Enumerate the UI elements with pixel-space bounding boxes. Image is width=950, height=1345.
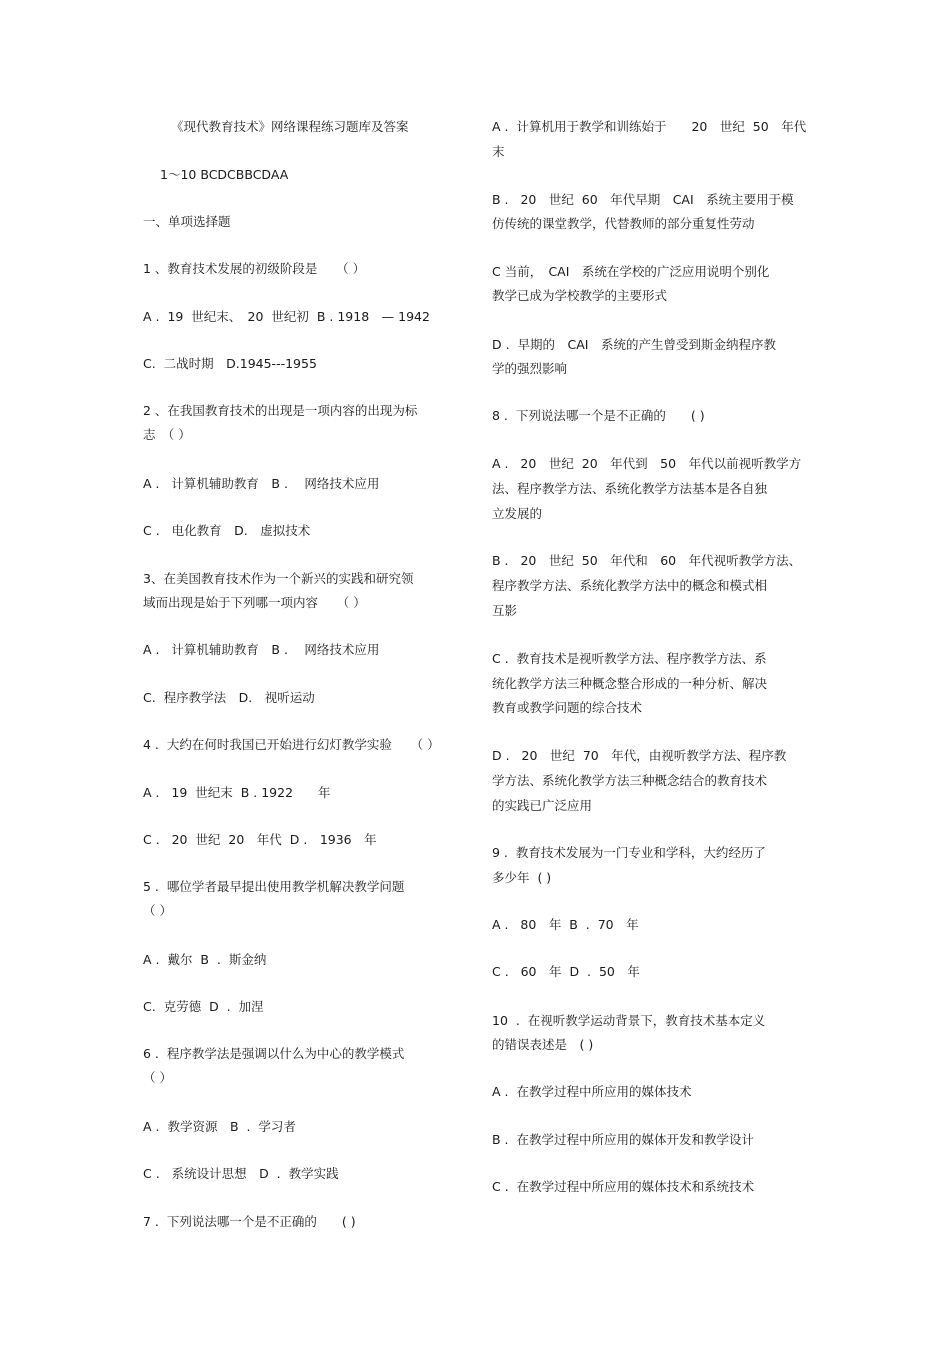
question-8-option-d-line-1: D . 20 世纪 70 年代，由视听教学方法、程序教 xyxy=(492,748,787,763)
question-8-option-c-line-2: 统化教学方法三种概念整合形成的一种分析、解决 xyxy=(492,676,768,691)
question-10-option-c: C . 在教学过程中所应用的媒体技术和系统技术 xyxy=(492,1179,755,1194)
question-5-line-2: （ ） xyxy=(143,903,172,918)
question-2-options-cd: C . 电化教育 D. 虚拟技术 xyxy=(143,523,311,538)
question-8-option-d-line-2: 学方法、系统化教学方法三种概念结合的教育技术 xyxy=(492,773,768,788)
question-1: 1 、教育技术发展的初级阶段是 （ ） xyxy=(143,261,366,276)
question-8-option-a-line-1: A . 20 世纪 20 年代到 50 年代以前视听教学方 xyxy=(492,456,802,471)
question-5-line-1: 5 . 哪位学者最早提出使用教学机解决教学问题 xyxy=(143,879,405,894)
question-10-line-2: 的错误表述是 ( ) xyxy=(492,1037,594,1052)
question-5-options-ab: A . 戴尔 B . 斯金纳 xyxy=(143,952,267,967)
question-1-options-cd: C. 二战时期 D.1945---1955 xyxy=(143,356,317,371)
question-8-option-d-line-3: 的实践已广泛应用 xyxy=(492,798,593,813)
question-8-option-b-line-2: 程序教学方法、系统化教学方法中的概念和模式相 xyxy=(492,578,768,593)
question-3-line-1: 3、在美国教育技术作为一个新兴的实践和研究领 xyxy=(143,571,414,586)
question-6-options-ab: A . 教学资源 B . 学习者 xyxy=(143,1119,296,1134)
question-6-line-1: 6 . 程序教学法是强调以什么为中心的教学模式 xyxy=(143,1046,405,1061)
question-7-option-d-line-1: D . 早期的 CAI 系统的产生曾受到斯金纳程序教 xyxy=(492,337,776,352)
question-9-options-ab: A . 80 年 B . 70 年 xyxy=(492,917,639,932)
question-9-line-2: 多少年 ( ) xyxy=(492,870,552,885)
question-10-option-a: A . 在教学过程中所应用的媒体技术 xyxy=(492,1084,692,1099)
question-6-options-cd: C . 系统设计思想 D . 教学实践 xyxy=(143,1166,339,1181)
question-7-option-c-line-2: 教学已成为学校教学的主要形式 xyxy=(492,288,668,303)
question-7-option-b-line-1: B . 20 世纪 60 年代早期 CAI 系统主要用于模 xyxy=(492,192,794,207)
question-4-options-ab: A . 19 世纪末 B . 1922 年 xyxy=(143,785,331,800)
question-8-option-b-line-3: 互影 xyxy=(492,603,518,618)
question-6-line-2: （ ） xyxy=(143,1070,172,1085)
question-8-option-a-line-3: 立发展的 xyxy=(492,506,543,521)
question-8-option-c-line-3: 教育或教学问题的综合技术 xyxy=(492,700,643,715)
question-4-options-cd: C . 20 世纪 20 年代 D . 1936 年 xyxy=(143,832,377,847)
answer-key: 1～10 BCDCBBCDAA xyxy=(160,167,289,182)
question-7-option-a-line-2: 末 xyxy=(492,144,505,159)
question-8: 8 . 下列说法哪一个是不正确的 ( ) xyxy=(492,408,705,423)
question-2-line-2: 志 （ ） xyxy=(143,427,191,442)
question-7-option-b-line-2: 仿传统的课堂教学，代替教师的部分重复性劳动 xyxy=(492,216,755,231)
question-7-option-c-line-1: C 当前， CAI 系统在学校的广泛应用说明个别化 xyxy=(492,264,770,279)
question-3-line-2: 域而出现是始于下列哪一项内容 （ ） xyxy=(143,595,366,610)
question-4: 4 . 大约在何时我国已开始进行幻灯教学实验 （ ） xyxy=(143,737,440,752)
question-7: 7 . 下列说法哪一个是不正确的 ( ) xyxy=(143,1214,356,1229)
question-2-options-ab: A . 计算机辅助教育 B . 网络技术应用 xyxy=(143,476,380,491)
question-10-option-b: B . 在教学过程中所应用的媒体开发和教学设计 xyxy=(492,1132,754,1147)
section-heading: 一、单项选择题 xyxy=(143,214,231,229)
question-10-line-1: 10 . 在视听教学运动背景下，教育技术基本定义 xyxy=(492,1013,766,1028)
question-9-options-cd: C . 60 年 D . 50 年 xyxy=(492,964,640,979)
question-9-line-1: 9 . 教育技术发展为一门专业和学科，大约经历了 xyxy=(492,845,766,860)
question-8-option-b-line-1: B . 20 世纪 50 年代和 60 年代视听教学方法、 xyxy=(492,553,802,568)
question-2-line-1: 2 、在我国教育技术的出现是一项内容的出现为标 xyxy=(143,403,418,418)
question-5-options-cd: C. 克劳德 D . 加涅 xyxy=(143,999,264,1014)
question-7-option-a-line-1: A . 计算机用于教学和训练始于 20 世纪 50 年代 xyxy=(492,119,807,134)
question-3-options-ab: A . 计算机辅助教育 B . 网络技术应用 xyxy=(143,642,380,657)
question-7-option-d-line-2: 学的强烈影响 xyxy=(492,361,568,376)
question-3-options-cd: C. 程序教学法 D. 视听运动 xyxy=(143,690,315,705)
document-title: 《现代教育技术》网络课程练习题库及答案 xyxy=(171,119,409,134)
question-8-option-c-line-1: C . 教育技术是视听教学方法、程序教学方法、系 xyxy=(492,651,767,666)
question-8-option-a-line-2: 法、程序教学方法、系统化教学方法基本是各自独 xyxy=(492,481,768,496)
question-1-options-ab: A . 19 世纪末、 20 世纪初 B . 1918 — 1942 xyxy=(143,309,430,324)
